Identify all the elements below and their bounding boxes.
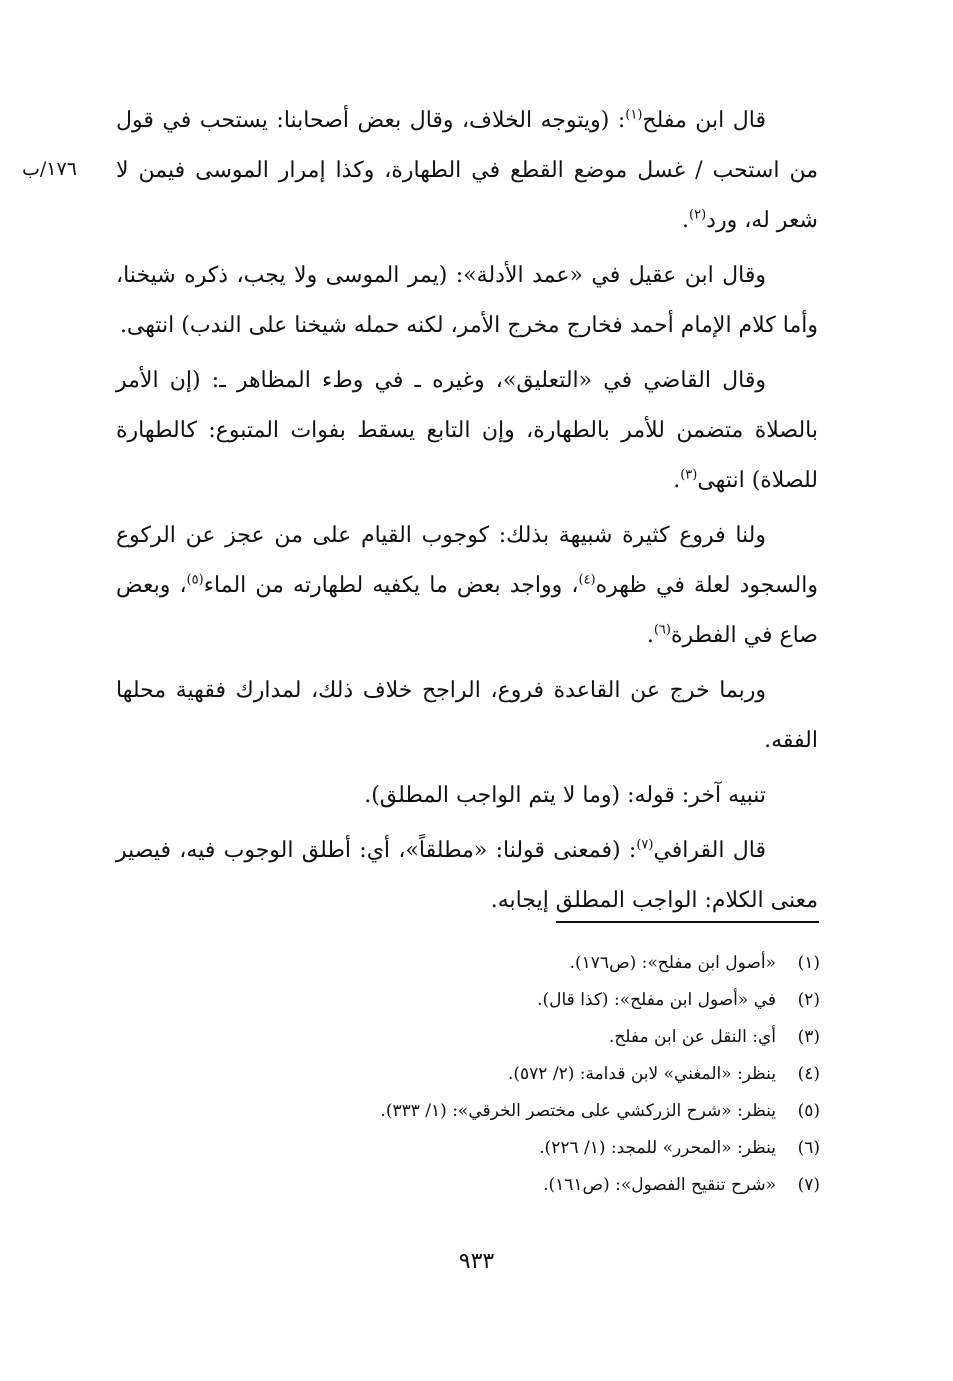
footnote-ref[interactable]: (١) xyxy=(625,107,643,123)
page-number: ٩٣٣ xyxy=(458,1249,495,1274)
footnote-ref[interactable]: (٢) xyxy=(689,207,707,223)
footnote-text: «أصول ابن مفلح»: (ص١٧٦). xyxy=(569,953,776,973)
footnote-separator xyxy=(556,921,819,923)
footnote-ref[interactable]: (٧) xyxy=(636,837,654,853)
footnote-number: (٧) xyxy=(797,1175,820,1195)
footnote-ref[interactable]: (٥) xyxy=(186,572,204,588)
footnote-number: (٢) xyxy=(797,990,820,1010)
paragraph: تنبيه آخر: قوله: (وما لا يتم الواجب المطلق). xyxy=(364,783,766,808)
footnote-number: (٣) xyxy=(797,1027,820,1047)
main-text xyxy=(116,96,818,931)
footnote-text: ينظر: «المحرر» للمجد: (١/ ٢٢٦). xyxy=(539,1138,776,1158)
paragraph: وقال القاضي في «التعليق»، وغيره ـ في وطء المظاهر ـ: (إن الأمر بالصلاة متضمن للأمر بالطهارة، وإن التابع يسقط بفوات المتبوع: كالطهارة للصلاة) انتهى$^{(٣)}$. xyxy=(116,368,818,493)
footnote-text: «شرح تنقيح الفصول»: (ص١٦١). xyxy=(543,1175,776,1195)
footnote-item xyxy=(260,982,820,1019)
footnote-text: أي: النقل عن ابن مفلح. xyxy=(608,1027,776,1047)
paragraph: وقال ابن عقيل في «عمد الأدلة»: (يمر الموسى ولا يجب، ذكره شيخنا، وأما كلام الإمام أحمد فخارج مخرج الأمر، لكنه حمله شيخنا على الندب) انتهى. xyxy=(116,263,818,338)
footnotes xyxy=(260,945,820,1204)
paragraph: وربما خرج عن القاعدة فروع، الراجح خلاف ذلك، لمدارك فقهية محلها الفقه. xyxy=(116,678,818,753)
footnote-item xyxy=(260,1019,820,1056)
footnote-text: ينظر: «المغني» لابن قدامة: (٢/ ٥٧٢). xyxy=(507,1064,776,1084)
footnote-item xyxy=(260,1167,820,1204)
footnote-text: في «أصول ابن مفلح»: (كذا قال). xyxy=(537,990,776,1010)
footnote-item xyxy=(260,1056,820,1093)
footnote-number: (٦) xyxy=(797,1138,820,1158)
footnote-ref[interactable]: (٦) xyxy=(653,622,671,638)
footnote-item xyxy=(260,1130,820,1167)
footnote-number: (٤) xyxy=(797,1064,820,1084)
footnote-item xyxy=(260,1093,820,1130)
footnote-number: (٥) xyxy=(797,1101,820,1121)
footnote-number: (١) xyxy=(797,953,820,973)
manuscript-folio-note: ١٧٦/ب xyxy=(22,158,77,180)
paragraph: قال القرافي$^{(٧)}$: (فمعنى قولنا: «مطلقاً»، أي: أطلق الوجوب فيه، فيصير معنى الكلام: الواجب المطلق إيجابه. xyxy=(116,837,818,913)
paragraph: قال ابن مفلح$^{(١)}$: (ويتوجه الخلاف، وقال بعض أصحابنا: يستحب في قول من استحب / غسل موضع القطع في الطهارة، وكذا إمرار الموسى فيمن لا شعر له، ورد$^{(٢)}$. xyxy=(116,107,818,233)
footnote-ref[interactable]: (٤) xyxy=(578,572,596,588)
footnote-text: ينظر: «شرح الزركشي على مختصر الخرقي»: (١/ ٣٣٣). xyxy=(380,1101,776,1121)
footnote-item xyxy=(260,945,820,982)
footnote-ref[interactable]: (٣) xyxy=(680,467,698,483)
paragraph: ولنا فروع كثيرة شبيهة بذلك: كوجوب القيام على من عجز عن الركوع والسجود لعلة في ظهره$^{(٤)}$، وواجد بعض ما يكفيه لطهارته من الماء$^{(٥)}$، وبعض صاع في الفطرة$^{(٦)}$. xyxy=(116,523,818,648)
